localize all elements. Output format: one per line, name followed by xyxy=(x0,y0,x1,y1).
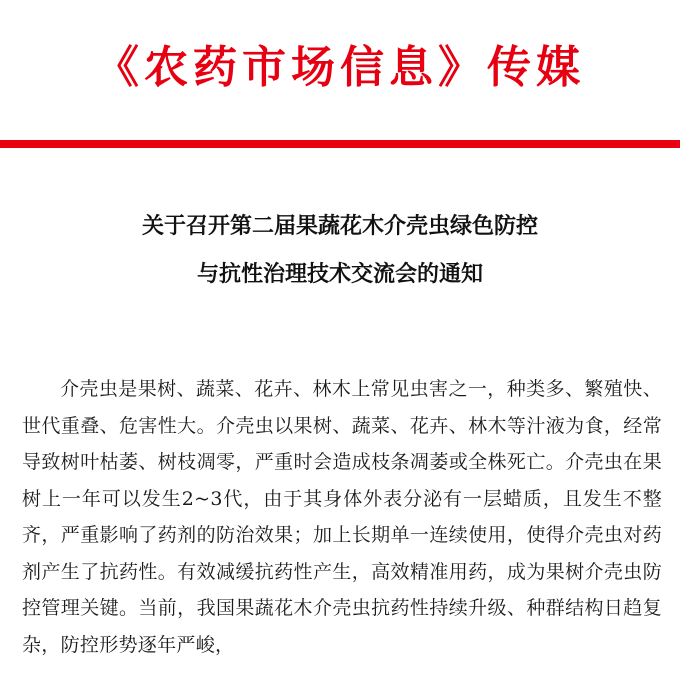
notice-body-paragraph: 介壳虫是果树、蔬菜、花卉、林木上常见虫害之一，种类多、繁殖快、世代重叠、危害性大。介壳虫以果树、蔬菜、花卉、林木等汁液为食，经常导致树叶枯萎、树枝凋零，严重时会造成枝条凋萎或全株死亡。介壳虫在果树上一年可以发生2~3代，由于其身体外表分泌有一层蜡质，且发生不整齐，严重影响了药剂的防治效果；加上长期单一连续使用，使得介壳虫对药剂产生了抗药性。有效减缓抗药性产生，高效精准用药，成为果树介壳虫防控管理关键。当前，我国果蔬花木介壳虫抗药性持续升级、种群结构日趋复杂，防控形势逐年严峻， xyxy=(22,378,662,656)
notice-title-line-1: 关于召开第二届果蔬花木介壳虫绿色防控 xyxy=(141,214,538,239)
masthead-title: 《农药市场信息》传媒 xyxy=(95,42,585,93)
masthead-red-rule xyxy=(0,140,680,148)
notice-title-line-2: 与抗性治理技术交流会的通知 xyxy=(196,262,483,287)
